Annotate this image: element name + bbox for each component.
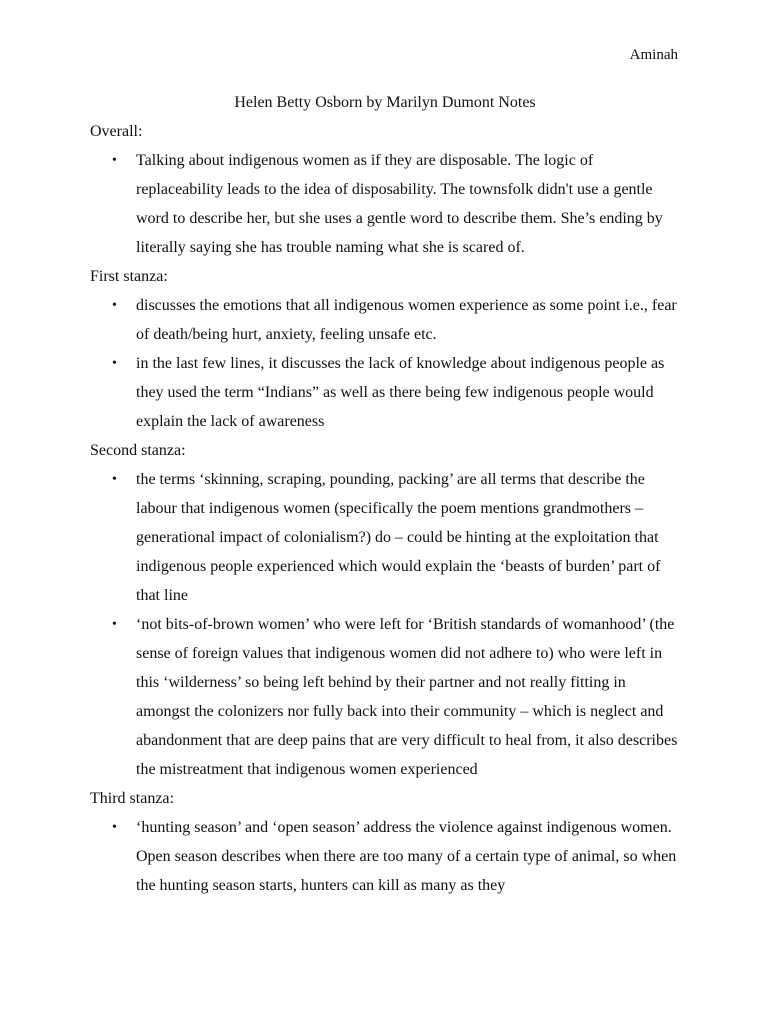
bullet-item [90,291,680,349]
section-first-stanza [90,262,680,436]
section-heading: First stanza: [90,268,168,285]
section-second-stanza [90,436,680,784]
bullet-list [90,291,680,436]
bullet-point-icon: • [112,472,117,487]
bullet-item [90,465,680,610]
bullet-point-icon: • [112,153,117,168]
bullet-text: ‘hunting season’ and ‘open season’ address the violence against indigenous women. Open season describes when there are too many of a certain type of animal, so when the hunting season starts, hunters can kill as many as they [136,819,677,894]
bullet-item [90,146,680,262]
document-title: Helen Betty Osborn by Marilyn Dumont Notes [234,94,536,111]
section-heading: Second stanza: [90,442,186,459]
section-third-stanza [90,784,680,900]
section-heading: Overall: [90,123,143,140]
bullet-text: in the last few lines, it discusses the lack of knowledge about indigenous people as they used the term “Indians” as well as there being few indigenous people would explain the lack of awareness [136,355,665,430]
bullet-item [90,610,680,784]
bullet-item [90,349,680,436]
bullet-text: ‘not bits-of-brown women’ who were left for ‘British standards of womanhood’ (the sense of foreign values that indigenous women did not adhere to) who were left in this ‘wilderness’ so being left behind by their partner and not really fitting in amongst the colonizers nor fully back into their community – which is neglect and abandonment that are deep pains that are very difficult to heal from, it also describes the mistreatment that indigenous women experienced [136,616,678,778]
bullet-text: the terms ‘skinning, scraping, pounding, packing’ are all terms that describe the labour that indigenous women (specifically the poem mentions grandmothers – generational impact of colonialism?) do – could be hinting at the exploitation that indigenous people experienced which would explain the ‘beasts of burden’ part of that line [136,471,661,604]
section-heading: Third stanza: [90,790,174,807]
bullet-point-icon: • [112,820,117,835]
bullet-list [90,813,680,900]
bullet-point-icon: • [112,298,117,313]
document-body [90,88,680,900]
header-author-name: Aminah [629,47,678,63]
bullet-item [90,813,680,900]
bullet-text: Talking about indigenous women as if they are disposable. The logic of replaceability leads to the idea of disposability. The townsfolk didn't use a gentle word to describe her, but she uses a gentle word to describe them. She’s ending by literally saying she has trouble naming what she is scared of. [136,152,663,256]
bullet-text: discusses the emotions that all indigenous women experience as some point i.e., fear of death/being hurt, anxiety, feeling unsafe etc. [136,297,677,343]
bullet-point-icon: • [112,617,117,632]
bullet-point-icon: • [112,356,117,371]
section-overall [90,117,680,262]
bullet-list [90,465,680,784]
bullet-list [90,146,680,262]
